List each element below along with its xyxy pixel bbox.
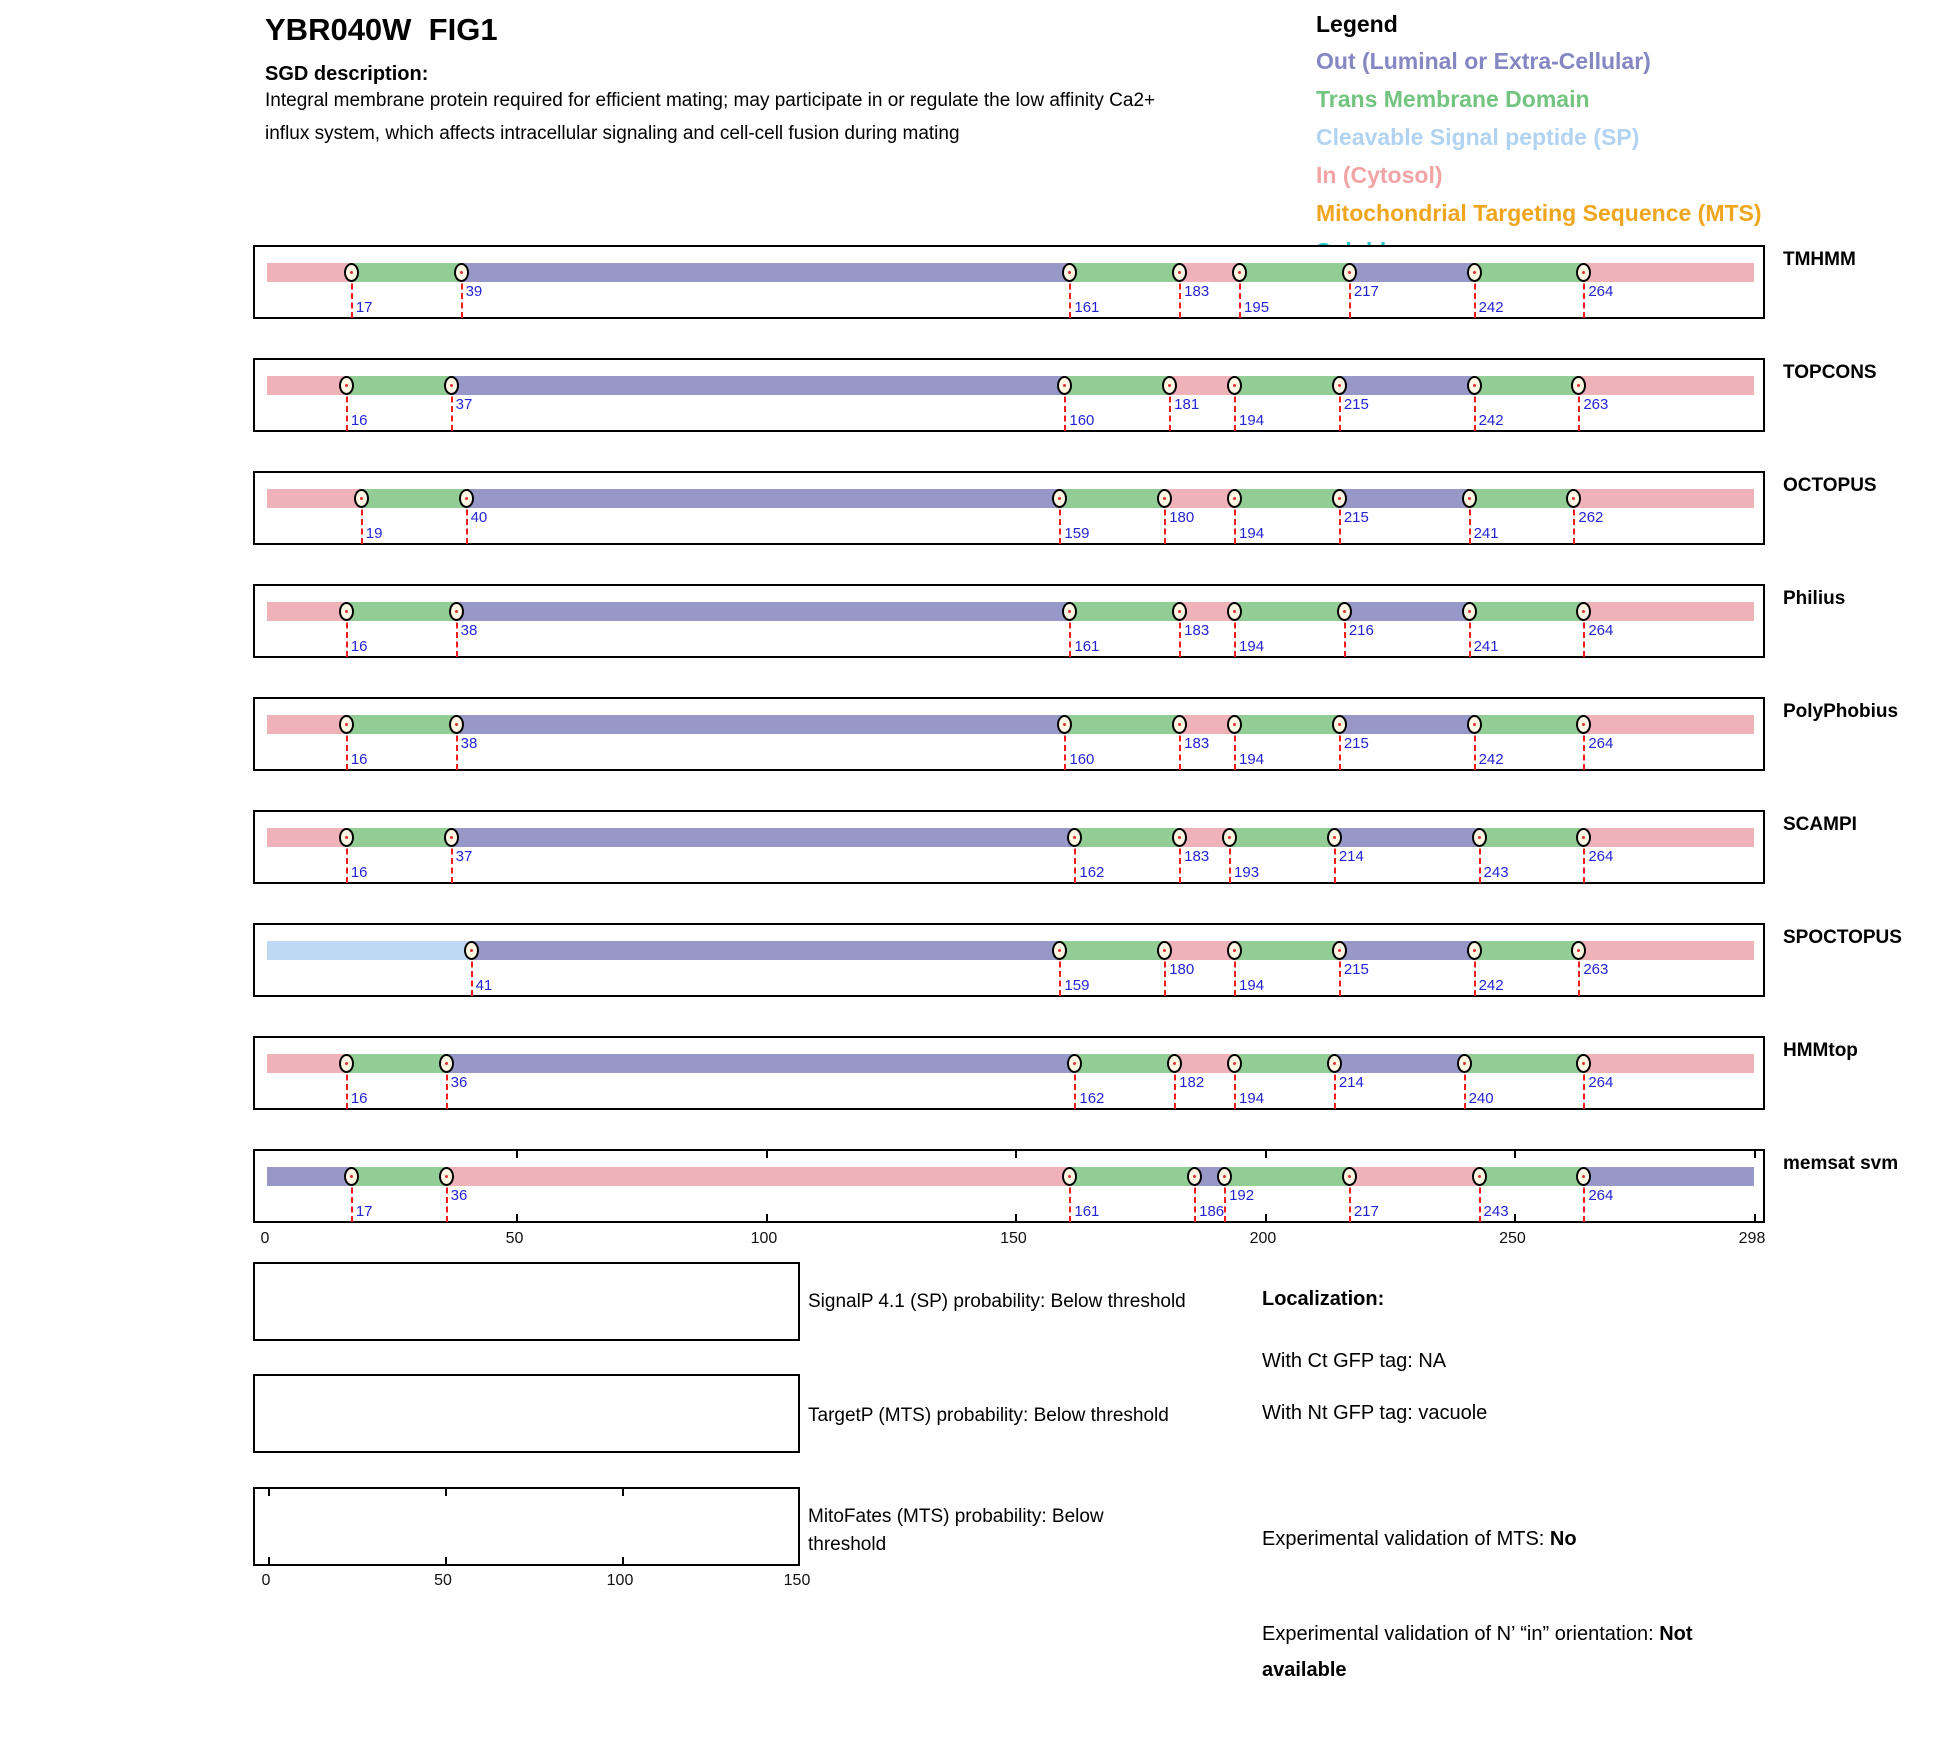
signalp-plot-label: SignalP 4.1 (SP) probability: Below threshold [808, 1291, 1186, 1312]
orientation-validation-label: Experimental validation of N’ “in” orientation: [1262, 1623, 1660, 1645]
boundary-marker [344, 1167, 359, 1186]
boundary-label: 264 [1588, 283, 1614, 300]
boundary-marker [339, 715, 354, 734]
segment-tm [1070, 263, 1180, 282]
sgd-description-line-2: influx system, which affects intracellular signaling and cell-cell fusion during mating [265, 123, 960, 144]
mini-x-axis-label: 150 [783, 1572, 811, 1589]
legend-entry-in: In (Cytosol) [1316, 162, 1443, 188]
boundary-label: 162 [1079, 1090, 1105, 1107]
segment-tm [1070, 602, 1180, 621]
segment-tm [1480, 828, 1585, 847]
mini-axis-tick [622, 1489, 624, 1496]
localization-ct-gfp: With Ct GFP tag: NA [1262, 1350, 1447, 1372]
boundary-marker [1332, 489, 1347, 508]
localization-nt-gfp: With Nt GFP tag: vacuole [1262, 1402, 1488, 1424]
boundary-marker [1472, 1167, 1487, 1186]
segment-tm [1235, 715, 1340, 734]
boundary-label: 214 [1338, 1074, 1364, 1091]
boundary-label: 192 [1229, 1187, 1255, 1204]
segment-tm [1065, 376, 1170, 395]
boundary-marker [354, 489, 369, 508]
track-topcons [253, 358, 1765, 432]
boundary-marker [1462, 489, 1477, 508]
boundary-label: 264 [1588, 622, 1614, 639]
targetp-plot-box [253, 1374, 800, 1453]
axis-tick [766, 1214, 768, 1221]
segment-tm [1240, 263, 1350, 282]
boundary-marker [1467, 715, 1482, 734]
boundary-label: 263 [1583, 396, 1609, 413]
boundary-label: 160 [1069, 412, 1095, 429]
segment-in [1579, 941, 1754, 960]
boundary-marker [1217, 1167, 1232, 1186]
segment-tm [347, 376, 452, 395]
boundary-label: 38 [460, 735, 478, 752]
x-axis-label: 150 [1000, 1230, 1027, 1247]
sgd-description-line-1: Integral membrane protein required for efficient mating; may participate in or regulate the low affinity Ca2+ [265, 90, 1156, 111]
boundary-label: 180 [1169, 509, 1195, 526]
boundary-marker [1472, 828, 1487, 847]
boundary-label: 39 [465, 283, 483, 300]
boundary-label: 215 [1343, 735, 1369, 752]
axis-tick [516, 1151, 518, 1158]
mts-validation-label: Experimental validation of MTS: [1262, 1528, 1550, 1550]
segment-out [267, 1167, 352, 1186]
legend-entry-tm: Trans Membrane Domain [1316, 86, 1590, 112]
segment-in [1584, 715, 1754, 734]
boundary-marker [1332, 376, 1347, 395]
legend [1316, 6, 1762, 270]
boundary-label: 215 [1343, 396, 1369, 413]
boundary-label: 194 [1239, 525, 1265, 542]
segment-in [267, 602, 347, 621]
segment-tm [1060, 941, 1165, 960]
axis-tick [1015, 1151, 1017, 1158]
segment-out [472, 941, 1061, 960]
boundary-label: 264 [1588, 1074, 1614, 1091]
track-octopus [253, 471, 1765, 545]
segment-tm [347, 1054, 447, 1073]
segment-out [1340, 489, 1470, 508]
mitofates-plot-label: MitoFates (MTS) probability: Below threshold [808, 1506, 1104, 1555]
segment-out [467, 489, 1061, 508]
boundary-label: 17 [355, 1203, 373, 1220]
boundary-label: 36 [450, 1187, 468, 1204]
track-label: SPOCTOPUS [1783, 927, 1902, 948]
track-philius [253, 584, 1765, 658]
segment-tm [1475, 376, 1580, 395]
boundary-label: 194 [1239, 1090, 1265, 1107]
x-axis-label: 250 [1499, 1230, 1526, 1247]
boundary-label: 242 [1478, 751, 1504, 768]
boundary-label: 19 [365, 525, 383, 542]
segment-out [457, 602, 1071, 621]
boundary-label: 37 [455, 396, 473, 413]
segment-in [267, 1054, 347, 1073]
boundary-label: 40 [470, 509, 488, 526]
mini-axis-tick [622, 1557, 624, 1564]
legend-entry-mts: Mitochondrial Targeting Sequence (MTS) [1316, 200, 1762, 226]
boundary-label: 16 [350, 412, 368, 429]
boundary-marker [454, 263, 469, 282]
segment-tm [1235, 941, 1340, 960]
boundary-marker [1332, 941, 1347, 960]
boundary-label: 217 [1353, 1203, 1379, 1220]
mini-x-axis-label: 0 [261, 1572, 271, 1589]
segment-tm [1470, 602, 1585, 621]
boundary-marker [1467, 263, 1482, 282]
axis-tick [1265, 1214, 1267, 1221]
boundary-marker [1332, 715, 1347, 734]
segment-tm [1235, 376, 1340, 395]
segment-out [452, 828, 1076, 847]
boundary-label: 183 [1184, 622, 1210, 639]
boundary-label: 195 [1244, 299, 1270, 316]
axis-tick [1514, 1214, 1516, 1221]
segment-in [267, 489, 362, 508]
segment-tm [1235, 489, 1340, 508]
boundary-label: 180 [1169, 961, 1195, 978]
orientation-validation-value: Not available [1262, 1623, 1693, 1681]
segment-tm [352, 263, 462, 282]
boundary-label: 181 [1174, 396, 1200, 413]
boundary-label: 159 [1064, 525, 1090, 542]
boundary-label: 242 [1478, 977, 1504, 994]
boundary-marker [1227, 376, 1242, 395]
segment-in [1165, 489, 1235, 508]
boundary-label: 37 [455, 848, 473, 865]
segment-tm [362, 489, 467, 508]
boundary-marker [449, 715, 464, 734]
boundary-label: 264 [1588, 1187, 1614, 1204]
axis-tick [516, 1214, 518, 1221]
axis-tick [1265, 1151, 1267, 1158]
boundary-label: 16 [350, 1090, 368, 1107]
boundary-label: 16 [350, 751, 368, 768]
boundary-label: 241 [1473, 638, 1499, 655]
track-label: TOPCONS [1783, 362, 1877, 383]
boundary-label: 41 [475, 977, 493, 994]
boundary-marker [1227, 489, 1242, 508]
axis-tick [1514, 1151, 1516, 1158]
boundary-label: 17 [355, 299, 373, 316]
mts-validation-value: No [1549, 1528, 1577, 1550]
boundary-label: 217 [1353, 283, 1379, 300]
track-label: TMHMM [1783, 249, 1856, 270]
segment-tm [1065, 715, 1180, 734]
track-label: memsat svm [1783, 1153, 1899, 1174]
segment-in [1584, 1054, 1754, 1073]
segment-out [1340, 376, 1475, 395]
segment-in [1584, 602, 1754, 621]
boundary-label: 241 [1473, 525, 1499, 542]
x-axis-label: 0 [260, 1230, 270, 1247]
segment-tm [1225, 1167, 1350, 1186]
mini-axis-tick [445, 1489, 447, 1496]
segment-tm [347, 715, 457, 734]
segment-out [447, 1054, 1076, 1073]
boundary-label: 159 [1064, 977, 1090, 994]
boundary-marker [1227, 941, 1242, 960]
boundary-marker [339, 1054, 354, 1073]
boundary-marker [1467, 941, 1482, 960]
targetp-plot-label: TargetP (MTS) probability: Below threshold [808, 1405, 1169, 1426]
segment-sp [267, 941, 472, 960]
segment-tm [1075, 1054, 1175, 1073]
track-label: Philius [1783, 588, 1846, 609]
mini-x-axis-label: 50 [434, 1572, 452, 1589]
segment-tm [347, 602, 457, 621]
boundary-label: 216 [1348, 622, 1374, 639]
boundary-marker [439, 1167, 454, 1186]
boundary-label: 183 [1184, 735, 1210, 752]
boundary-label: 160 [1069, 751, 1095, 768]
boundary-label: 194 [1239, 977, 1265, 994]
segment-out [462, 263, 1071, 282]
track-spoctopus [253, 923, 1765, 997]
boundary-marker [1227, 602, 1242, 621]
localization-heading: Localization: [1262, 1288, 1385, 1310]
boundary-marker [1342, 1167, 1357, 1186]
segment-in [1175, 1054, 1235, 1073]
segment-tm [1475, 263, 1585, 282]
track-memsat-svm [253, 1149, 1765, 1223]
boundary-marker [444, 376, 459, 395]
segment-in [1350, 1167, 1480, 1186]
segment-tm [1060, 489, 1165, 508]
boundary-label: 16 [350, 638, 368, 655]
track-tmhmm [253, 245, 1765, 319]
boundary-label: 182 [1179, 1074, 1205, 1091]
axis-tick [1754, 1214, 1756, 1221]
segment-tm [1475, 715, 1585, 734]
segment-tm [1475, 941, 1580, 960]
boundary-marker [339, 376, 354, 395]
boundary-label: 162 [1079, 864, 1105, 881]
track-polyphobius [253, 697, 1765, 771]
legend-entry-sp: Cleavable Signal peptide (SP) [1316, 124, 1640, 150]
boundary-marker [1462, 602, 1477, 621]
segment-out [452, 376, 1066, 395]
segment-in [267, 715, 347, 734]
boundary-marker [444, 828, 459, 847]
boundary-label: 161 [1074, 1203, 1100, 1220]
boundary-marker [1327, 1054, 1342, 1073]
boundary-label: 243 [1483, 864, 1509, 881]
track-label: OCTOPUS [1783, 475, 1877, 496]
boundary-label: 38 [460, 622, 478, 639]
segment-in [1170, 376, 1235, 395]
boundary-label: 194 [1239, 412, 1265, 429]
boundary-label: 16 [350, 864, 368, 881]
segment-tm [1230, 828, 1335, 847]
segment-out [457, 715, 1066, 734]
segment-in [1574, 489, 1754, 508]
segment-out [1335, 828, 1480, 847]
boundary-marker [1222, 828, 1237, 847]
orientation-validation-line [1262, 1616, 1740, 1688]
boundary-label: 264 [1588, 735, 1614, 752]
boundary-label: 183 [1184, 283, 1210, 300]
boundary-marker [1227, 1054, 1242, 1073]
segment-tm [1465, 1054, 1585, 1073]
boundary-label: 264 [1588, 848, 1614, 865]
boundary-marker [339, 602, 354, 621]
boundary-label: 186 [1199, 1203, 1225, 1220]
track-label: HMMtop [1783, 1040, 1858, 1061]
segment-in [447, 1167, 1071, 1186]
segment-out [1335, 1054, 1465, 1073]
segment-tm [1235, 602, 1345, 621]
segment-in [1579, 376, 1754, 395]
boundary-label: 215 [1343, 961, 1369, 978]
track-label: SCAMPI [1783, 814, 1857, 835]
x-axis-label: 298 [1738, 1230, 1766, 1247]
x-axis-label: 100 [750, 1230, 778, 1247]
axis-tick [766, 1151, 768, 1158]
boundary-marker [1232, 263, 1247, 282]
mitofates-plot-box [253, 1487, 800, 1566]
boundary-marker [1467, 376, 1482, 395]
boundary-marker [1337, 602, 1352, 621]
boundary-marker [1327, 828, 1342, 847]
boundary-label: 263 [1583, 961, 1609, 978]
segment-out [1584, 1167, 1754, 1186]
boundary-label: 215 [1343, 509, 1369, 526]
boundary-label: 262 [1578, 509, 1604, 526]
segment-tm [347, 828, 452, 847]
boundary-marker [1457, 1054, 1472, 1073]
boundary-label: 214 [1338, 848, 1364, 865]
segment-in [1584, 828, 1754, 847]
boundary-label: 36 [450, 1074, 468, 1091]
segment-out [1340, 941, 1475, 960]
boundary-marker [1342, 263, 1357, 282]
boundary-label: 161 [1074, 638, 1100, 655]
segment-in [1165, 941, 1235, 960]
segment-in [267, 376, 347, 395]
segment-in [267, 828, 347, 847]
legend-title: Legend [1316, 11, 1398, 37]
segment-tm [1480, 1167, 1585, 1186]
boundary-label: 242 [1478, 299, 1504, 316]
boundary-marker [1227, 715, 1242, 734]
x-axis-label: 50 [505, 1230, 524, 1247]
signalp-plot-box [253, 1262, 800, 1341]
mini-axis-tick [445, 1557, 447, 1564]
boundary-label: 243 [1483, 1203, 1509, 1220]
x-axis-label: 200 [1249, 1230, 1277, 1247]
boundary-marker [459, 489, 474, 508]
segment-tm [352, 1167, 447, 1186]
boundary-label: 161 [1074, 299, 1100, 316]
boundary-label: 242 [1478, 412, 1504, 429]
segment-tm [1235, 1054, 1335, 1073]
segment-tm [1075, 828, 1180, 847]
mts-validation-line [1262, 1528, 1577, 1551]
boundary-marker [439, 1054, 454, 1073]
segment-in [267, 263, 352, 282]
boundary-marker [449, 602, 464, 621]
segment-tm [1470, 489, 1575, 508]
segment-in [1584, 263, 1754, 282]
mini-axis-tick [268, 1557, 270, 1564]
boundary-label: 183 [1184, 848, 1210, 865]
axis-tick [1015, 1214, 1017, 1221]
track-scampi [253, 810, 1765, 884]
segment-out [1345, 602, 1470, 621]
page-title: YBR040W FIG1 [265, 12, 498, 47]
segment-out [1350, 263, 1475, 282]
boundary-marker [464, 941, 479, 960]
segment-out [1340, 715, 1475, 734]
segment-tm [1070, 1167, 1195, 1186]
boundary-marker [344, 263, 359, 282]
mini-x-axis-label: 100 [606, 1572, 634, 1589]
legend-entry-out: Out (Luminal or Extra-Cellular) [1316, 48, 1651, 74]
boundary-marker [339, 828, 354, 847]
sgd-description-heading: SGD description: [265, 63, 429, 85]
mini-axis-tick [268, 1489, 270, 1496]
boundary-label: 194 [1239, 751, 1265, 768]
track-label: PolyPhobius [1783, 701, 1899, 722]
axis-tick [1754, 1151, 1756, 1158]
boundary-label: 240 [1468, 1090, 1494, 1107]
boundary-label: 194 [1239, 638, 1265, 655]
track-hmmtop [253, 1036, 1765, 1110]
boundary-label: 193 [1234, 864, 1260, 881]
